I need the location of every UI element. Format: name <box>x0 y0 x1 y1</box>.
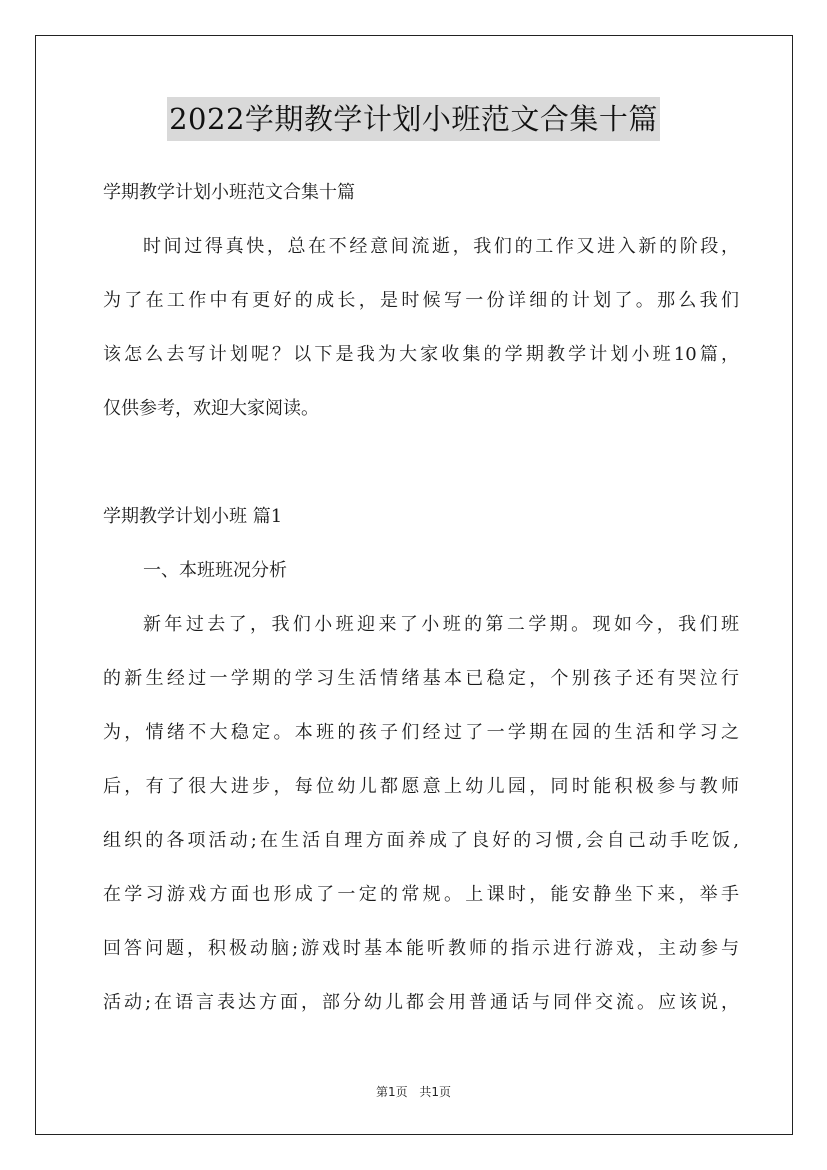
document-title: 2022学期教学计划小班范文合集十篇 <box>167 97 660 141</box>
intro-line: 时间过得真快，总在不经意间流逝，我们的工作又进入新的阶段， <box>143 236 739 257</box>
paragraph-line: 的新生经过一学期的学习生活情绪基本已稳定，个别孩子还有哭泣行 <box>103 668 739 689</box>
paragraph-line: 回答问题，积极动脑;游戏时基本能听教师的指示进行游戏，主动参与 <box>103 938 739 959</box>
paragraph-line: 活动;在语言表达方面，部分幼儿都会用普通话与同伴交流。应该说， <box>103 992 739 1013</box>
subsection-heading: 一、本班班况分析 <box>143 560 287 581</box>
intro-line: 仅供参考，欢迎大家阅读。 <box>103 398 319 419</box>
page-total: 共1页 <box>419 1085 452 1099</box>
document-body <box>103 166 739 1030</box>
paragraph-line: 新年过去了，我们小班迎来了小班的第二学期。现如今，我们班 <box>143 614 739 635</box>
section-heading: 学期教学计划小班 篇1 <box>103 506 283 527</box>
page-number: 第1页 <box>375 1085 408 1099</box>
paragraph-line: 后，有了很大进步，每位幼儿都愿意上幼儿园，同时能积极参与教师 <box>103 776 739 797</box>
paragraph-line: 在学习游戏方面也形成了一定的常规。上课时，能安静坐下来，举手 <box>103 884 739 905</box>
intro-line: 该怎么去写计划呢？以下是我为大家收集的学期教学计划小班10篇， <box>103 344 739 365</box>
intro-line: 为了在工作中有更好的成长，是时候写一份详细的计划了。那么我们 <box>103 290 739 311</box>
paragraph-line: 组织的各项活动;在生活自理方面养成了良好的习惯,会自己动手吃饭, <box>103 830 739 851</box>
title-container <box>0 97 827 141</box>
paragraph-line: 为，情绪不大稳定。本班的孩子们经过了一学期在园的生活和学习之 <box>103 722 739 743</box>
blank-line <box>103 436 739 490</box>
subtitle: 学期教学计划小班范文合集十篇 <box>103 182 355 203</box>
page-footer <box>0 1083 827 1100</box>
